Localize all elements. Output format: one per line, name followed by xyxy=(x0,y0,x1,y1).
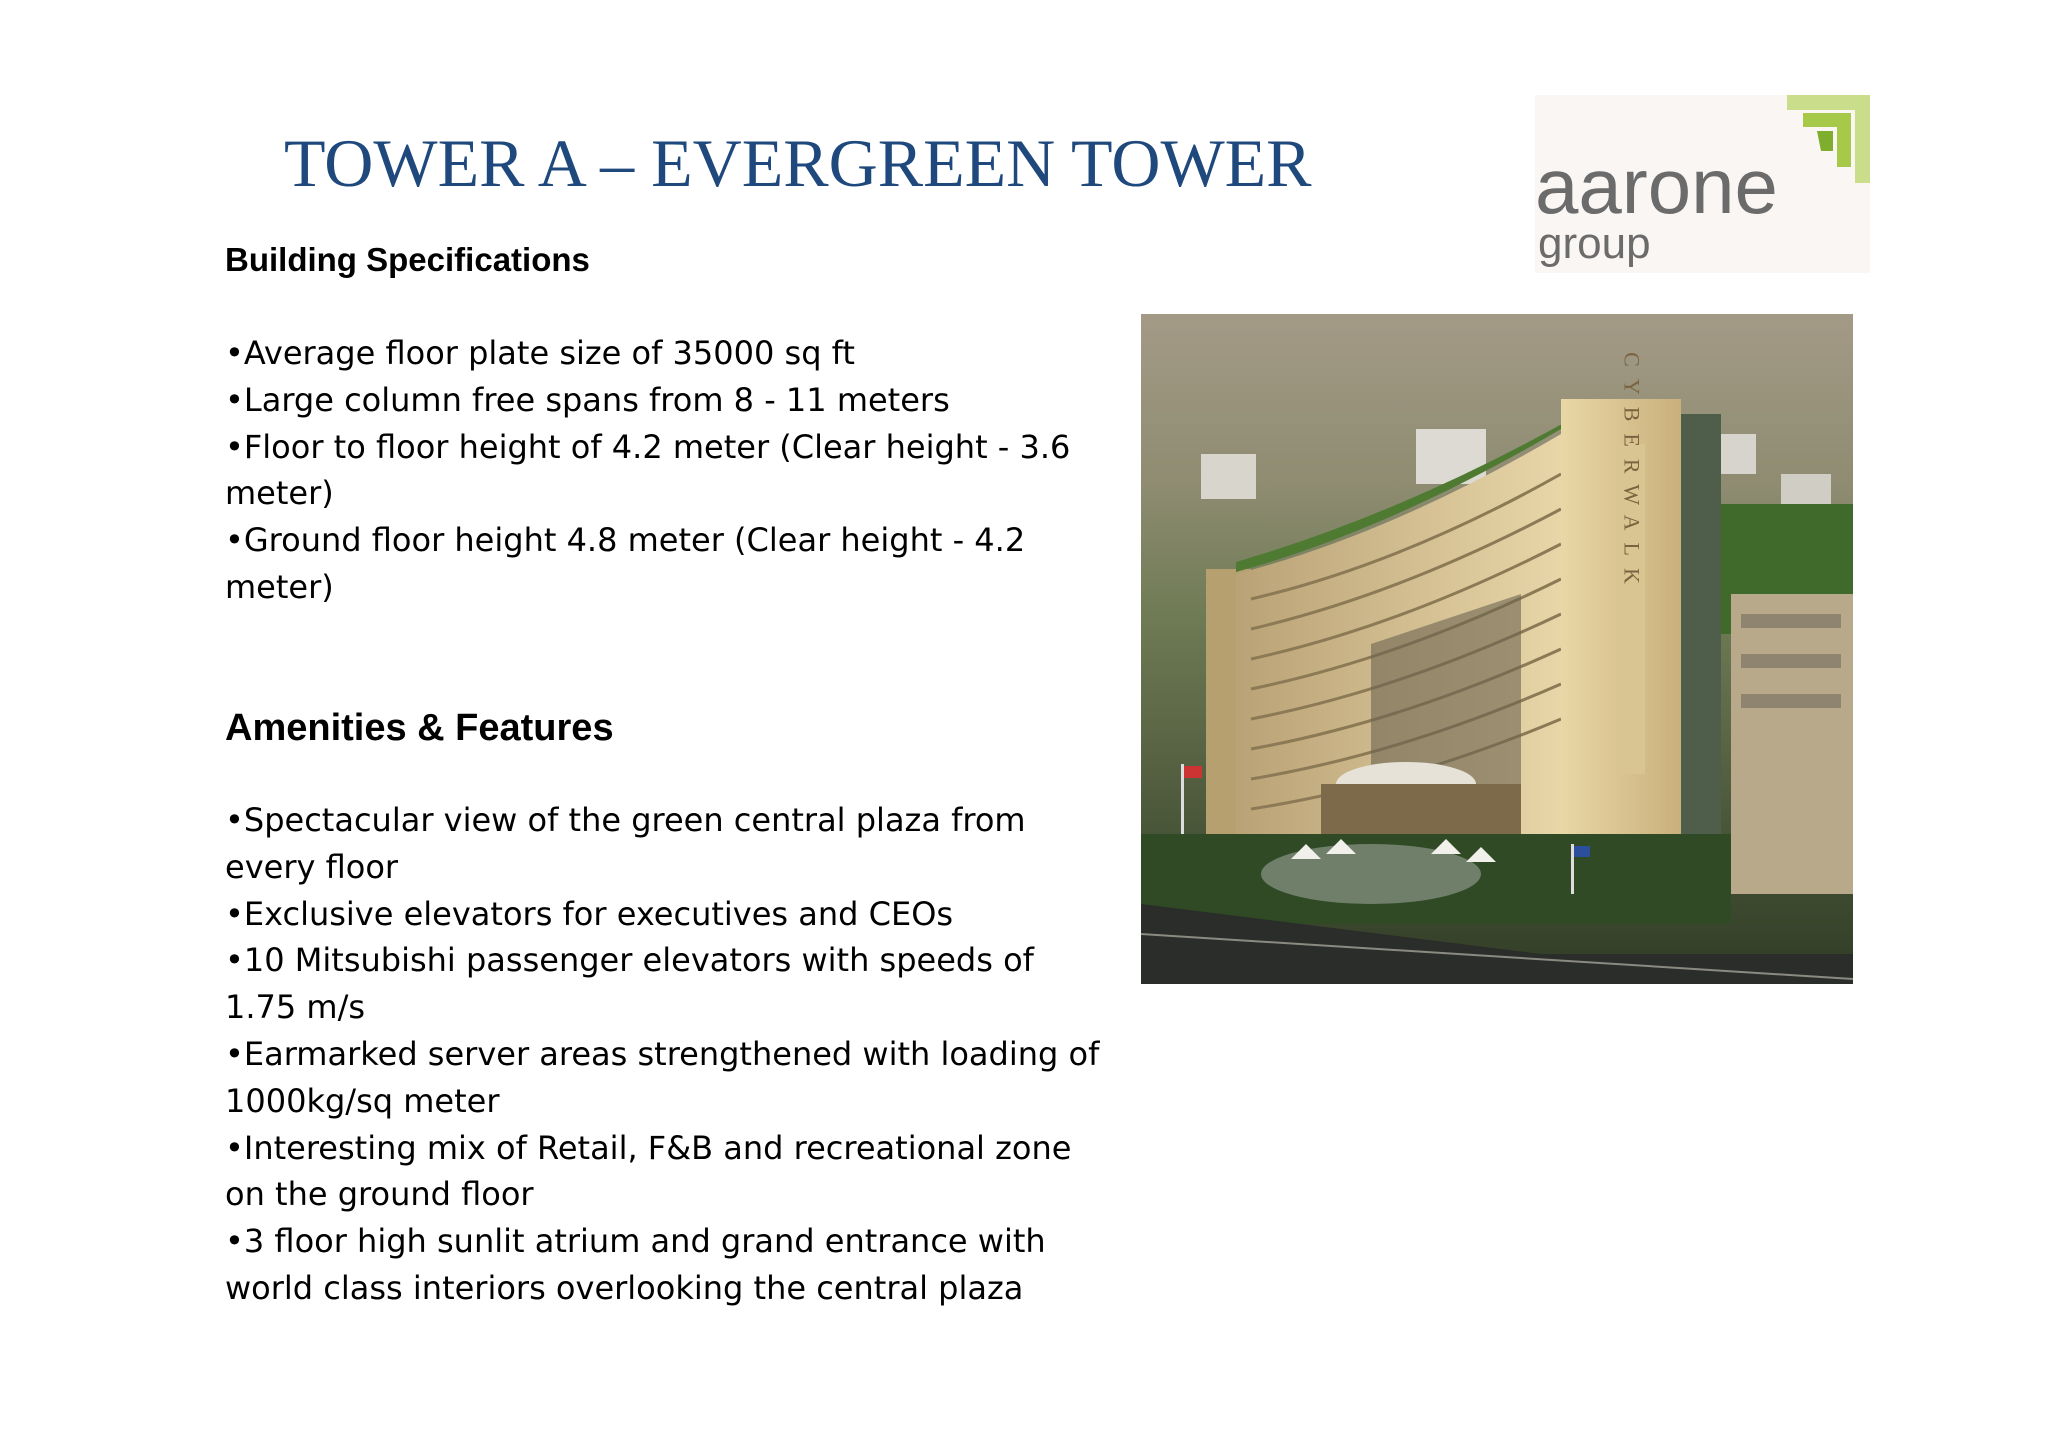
list-item: •Ground floor height 4.8 meter (Clear height - 4.2 meter) xyxy=(225,521,1026,606)
list-item: •Spectacular view of the green central plaza from every floor xyxy=(225,801,1026,886)
amenities-heading: Amenities & Features xyxy=(225,707,614,749)
list-item: •Floor to floor height of 4.2 meter (Clear height - 3.6 meter) xyxy=(225,427,1071,513)
list-item: •Large column free spans from 8 - 11 meters xyxy=(225,380,950,419)
list-item: •10 Mitsubishi passenger elevators with speeds of 1.75 m/s xyxy=(225,941,1034,1027)
company-logo xyxy=(1535,95,1870,273)
list-item: •Average floor plate size of 35000 sq ft xyxy=(225,334,855,372)
amenities-list xyxy=(225,797,1115,1312)
list-item: •Exclusive elevators for executives and CEOs xyxy=(225,894,954,933)
building-specifications-heading: Building Specifications xyxy=(225,241,590,278)
list-item: •Earmarked server areas strengthened with loading of 1000kg/sq meter xyxy=(225,1034,1100,1120)
logo-subline: group xyxy=(1538,219,1651,268)
logo-wordmark: aarone xyxy=(1535,142,1778,230)
building-specifications-list xyxy=(225,330,1115,611)
list-item: •3 floor high sunlit atrium and grand entrance with world class interiors overlooking the central plaza xyxy=(225,1222,1046,1307)
tower-rendering-image xyxy=(1141,314,1853,984)
list-item: •Interesting mix of Retail, F&B and recreational zone on the ground floor xyxy=(225,1128,1072,1214)
building-sign-text: CYBERWALK xyxy=(1619,352,1645,596)
page-title: TOWER A – EVERGREEN TOWER xyxy=(284,125,1312,201)
